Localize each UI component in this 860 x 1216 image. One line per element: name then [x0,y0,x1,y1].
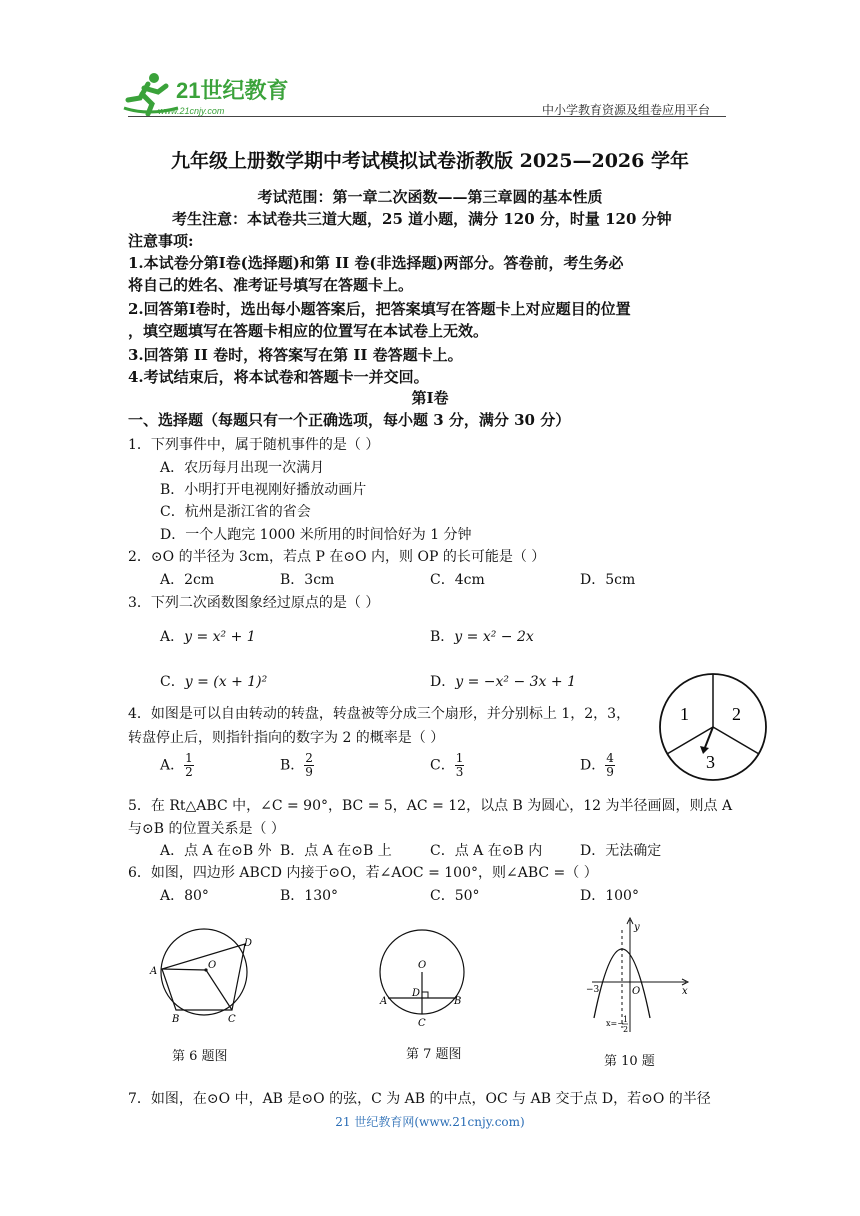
q4-option-a [160,752,194,779]
question-5-line2: 与⊙B 的位置关系是（ ） [128,821,285,837]
q4-option-a-label: A． [160,757,185,774]
q3-option-d [430,671,576,691]
q4-option-d-label: D． [580,757,606,774]
q6-option-a: A．80° [160,888,209,904]
q2-option-d: D．5cm [580,572,636,588]
q2-option-a: A．2cm [160,572,215,588]
spinner-label-1: 1 [680,704,689,724]
fig6-label-b: B [172,1014,180,1024]
spinner-label-2: 2 [732,704,741,724]
fig6-label-c: C [228,1014,236,1024]
question-6: 6．如图，四边形 ABCD 内接于⊙O，若∠AOC = 100°，则∠ABC =（ ） [128,865,598,881]
spinner-figure [656,672,770,782]
logo-text: 21世纪教育 [176,78,289,103]
q3-option-c-expr: y = (x + 1)² [184,674,268,690]
footer-site: 21 世纪教育网(www.21cnjy.com) [335,1115,525,1129]
q5-option-b: B．点 A 在⊙B 上 [280,843,392,859]
notes-heading: 注意事项: [128,232,194,250]
note-item: 1.本试卷分第Ⅰ卷(选择题)和第 II 卷(非选择题)两部分。答卷前，考生务必 [128,254,624,272]
fig10-label-x: x [682,986,688,997]
q3-option-b [430,626,534,646]
fraction [184,752,194,779]
fig10-label-o: O [632,986,641,997]
q4-option-b-label: B． [280,757,305,774]
q6-option-b: B．130° [280,888,339,904]
site-logo [118,64,298,120]
fig7-right-angle [422,992,428,998]
section-heading: 一、选择题（每题只有一个正确选项，每小题 3 分，满分 30 分） [128,411,571,429]
note-item: 4.考试结束后，将本试卷和答题卡一并交回。 [128,368,429,386]
q6-option-d: D．100° [580,888,639,904]
figure-6 [144,924,264,1024]
fig10-axis-label: x=− [606,1019,624,1028]
fig10-label-y: y [634,922,640,933]
denominator: 3 [455,765,464,779]
q1-option-d: D．一个人跑完 1000 米所用的时间恰好为 1 分钟 [160,527,472,543]
figure-10 [584,916,694,1036]
denominator: 9 [606,765,614,779]
q4-option-d [580,752,615,779]
denominator: 2 [185,765,193,779]
fraction [304,752,314,779]
note-item: 3.回答第 II 卷时，将答案写在第 II 卷答题卡上。 [128,346,463,364]
q2-option-b: B．3cm [280,572,335,588]
fig7-label-c: C [418,1018,426,1028]
q3-option-c-label: C． [160,674,185,690]
fig6-label-o: O [208,960,217,971]
fig6-quadrilateral [162,944,245,1010]
fig6-label-a: A [150,966,158,977]
figure-7 [374,918,470,1028]
question-3: 3．下列二次函数图象经过原点的是（ ） [128,595,380,611]
q4-option-c-label: C． [430,757,455,774]
question-2: 2．⊙O 的半径为 3cm，若点 P 在⊙O 内，则 OP 的长可能是（ ） [128,549,546,565]
numerator: 1 [455,751,464,765]
q3-option-a [160,626,256,646]
denominator: 9 [305,765,313,779]
spinner-divider [713,727,759,754]
fig10-caption: 第 10 题 [604,1054,655,1069]
fraction [605,752,615,779]
volume-label: 第Ⅰ卷 [411,389,449,407]
note-item: 2.回答第Ⅰ卷时，选出每小题答案后，把答案填写在答题卡上对应题目的位置 [128,300,631,318]
question-7-line1: 7．如图，在⊙O 中，AB 是⊙O 的弦，C 为 AB 的中点，OC 与 AB 交于点 D，若⊙O 的半径 [128,1091,711,1107]
q3-option-d-expr: y = −x² − 3x + 1 [455,674,576,690]
q6-option-c: C．50° [430,888,480,904]
q3-option-b-label: B． [430,629,455,645]
numerator: 1 [185,751,193,765]
q1-option-b: B．小明打开电视刚好播放动画片 [160,482,367,498]
numerator: 2 [305,751,313,765]
question-1: 1．下列事件中，属于随机事件的是（ ） [128,437,380,453]
fig10-label-neg3: −3 [586,985,600,995]
exam-notice: 考生注意：本试卷共三道大题，25 道小题，满分 120 分，时量 120 分钟 [172,210,672,228]
fig7-label-b: B [454,996,462,1007]
question-4-line1: 4．如图是可以自由转动的转盘，转盘被等分成三个扇形，并分别标上 1，2，3， [128,706,631,722]
spinner-label-3: 3 [706,752,715,772]
q3-option-b-expr: y = x² − 2x [454,629,534,645]
header-rule [128,116,726,117]
numerator: 4 [606,751,614,765]
q2-option-c: C．4cm [430,572,485,588]
q5-option-c: C．点 A 在⊙B 内 [430,843,543,859]
fig10-half-den: 2 [623,1025,629,1034]
note-item: 将自己的姓名、准考证号填写在答题卡上。 [128,276,414,294]
platform-name: 中小学教育资源及组卷应用平台 [542,103,711,117]
question-5-line1: 5．在 Rt△ABC 中，∠C = 90°，BC = 5，AC = 12，以点 B 为圆心，12 为半径画圆，则点 A [128,798,733,814]
q5-option-a: A．点 A 在⊙B 外 [160,843,272,859]
exam-scope: 考试范围：第一章二次函数——第三章圆的基本性质 [257,188,603,206]
q3-option-a-expr: y = x² + 1 [184,629,256,645]
fig10-parabola [594,949,650,1018]
q1-option-c: C．杭州是浙江省的省会 [160,504,311,520]
fig7-label-a: A [380,996,388,1007]
exam-title: 九年级上册数学期中考试模拟试卷浙教版 2025—2026 学年 [171,150,689,172]
q3-option-d-label: D． [430,674,456,690]
q4-option-b [280,752,314,779]
logo-url: www.21cnjy.com [158,106,225,116]
question-4-line2: 转盘停止后，则指针指向的数字为 2 的概率是（ ） [128,730,445,746]
fig7-caption: 第 7 题图 [406,1047,462,1062]
q4-option-c [430,752,464,779]
fig6-radius-oa [162,969,206,970]
fig6-radius-oc [206,970,232,1010]
note-item: ，填空题填写在答题卡相应的位置写在本试卷上无效。 [128,322,489,340]
fig10-half-num: 1 [623,1015,629,1024]
q5-option-d: D．无法确定 [580,843,662,859]
q3-option-a-label: A． [160,629,185,645]
fig6-label-d: D [244,938,253,949]
fig6-caption: 第 6 题图 [172,1049,228,1064]
q1-option-a: A．农历每月出现一次满月 [160,460,325,476]
q3-option-c [160,671,267,691]
fraction [455,752,465,779]
fig7-label-d: D [412,988,421,999]
fig7-label-o: O [418,960,427,971]
